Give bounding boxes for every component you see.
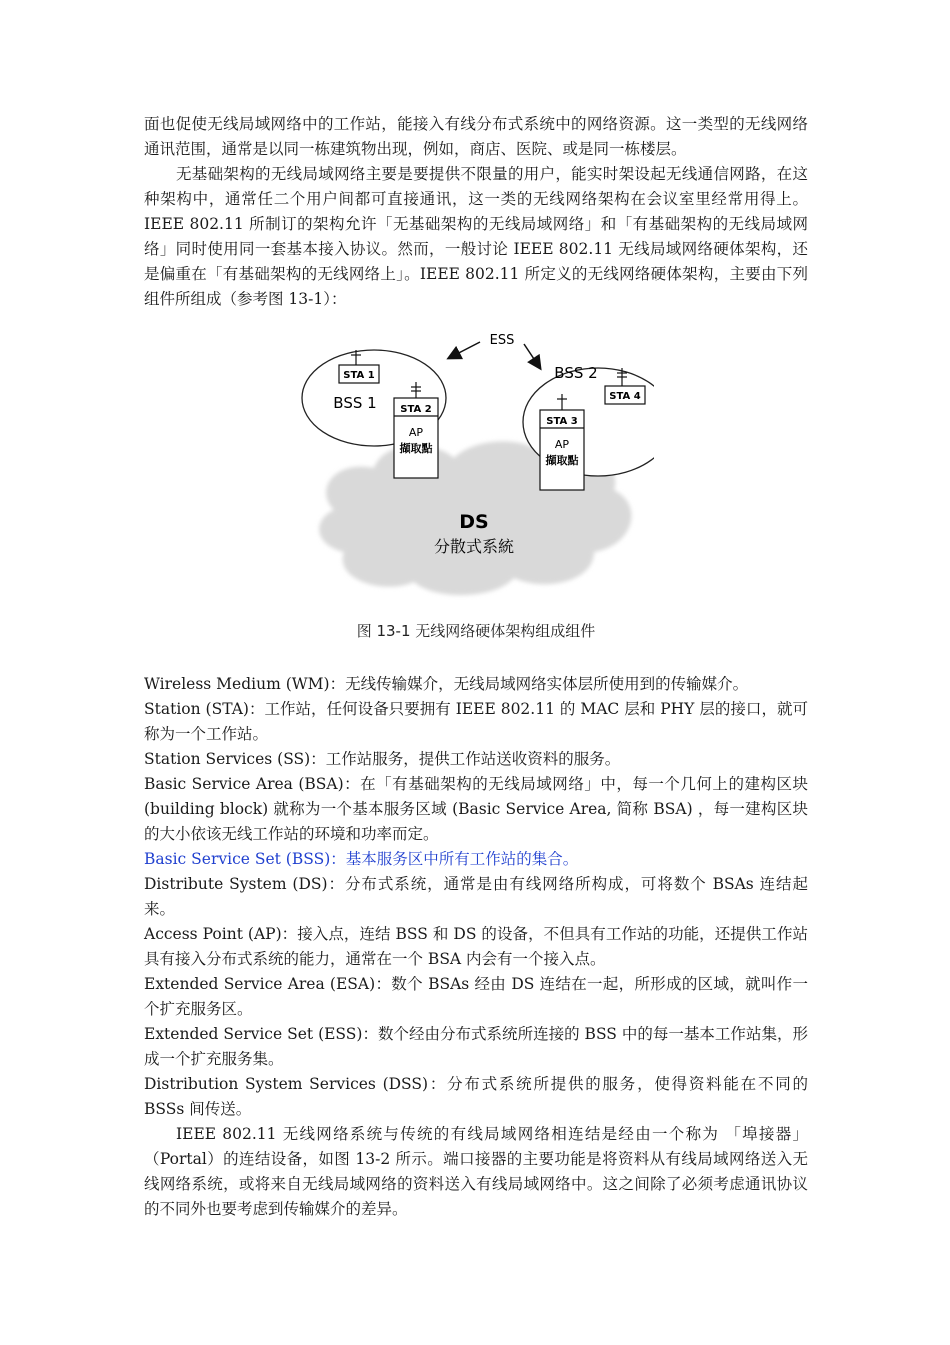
intro-paragraph-1: 面也促使无线局域网络中的工作站，能接入有线分布式系统中的网络资源。这一类型的无线网络通讯范围，通常是以同一栋建筑物出现，例如，商店、医院、或是同一栋楼层。 <box>144 115 808 158</box>
def-esa: Extended Service Area (ESA)：数个 BSAs 经由 DS 连结在一起，所形成的区域，就叫作一个扩充服务区。 <box>144 975 808 1018</box>
figure-13-1 <box>144 312 808 664</box>
def-sta: Station (STA)：工作站，任何设备只要拥有 IEEE 802.11 的 MAC 层和 PHY 层的接口，就可称为一个工作站。 <box>144 700 808 743</box>
def-ess: Extended Service Set (ESS)：数个经由分布式系统所连接的 BSS 中的每一基本工作站集，形成一个扩充服务集。 <box>144 1025 808 1068</box>
bss1-label: BSS 1 <box>333 394 377 412</box>
ds-label: DS <box>459 511 489 533</box>
def-ds: Distribute System (DS)：分布式系统，通常是由有线网络所构成，可将数个 BSAs 连结起来。 <box>144 875 808 918</box>
def-wm: Wireless Medium (WM)：无线传输媒介，无线局域网络实体层所使用到的传输媒介。 <box>144 675 749 693</box>
ap1-label: AP <box>408 426 424 439</box>
closing-paragraph: IEEE 802.11 无线网络系统与传统的有线局域网络相连结是经由一个称为 「埠接器」（Portal）的连结设备，如图 13-2 所示。端口接器的主要功能是将资料从有线局域网络送入无线网络系统，或将来自无线局域网络的资料送入有线局域网络中。这之间除了必须考虑通讯协议的不同外也要考虑到传输媒介的差异。 <box>144 1125 808 1218</box>
sta4-label: STA 4 <box>609 391 641 402</box>
ess-label: ESS <box>489 333 515 348</box>
document-page <box>144 112 808 1222</box>
network-diagram <box>294 320 654 610</box>
sta1-label: STA 1 <box>343 370 375 381</box>
bss2-label: BSS 2 <box>554 364 598 382</box>
ap2-label: AP <box>554 438 570 451</box>
intro-paragraph-2: 无基础架构的无线局域网络主要是要提供不限量的用户，能实时架设起无线通信网路，在这种架构中，通常任二个用户间都可直接通讯，这一类的无线网络架构在会议室里经常用得上。IEEE 802.11 所制订的架构允许「无基础架构的无线局域网络」和「有基础架构的无线局域网络」同时使用同一套基本接入协议。然而，一般讨论 IEEE 802.11 无线局域网络硬体架构，还是偏重在「有基础架构的无线网络上」。IEEE 802.11 所定义的无线网络硬体架构，主要由下列组件所组成（参考图 13-1）： <box>144 165 808 308</box>
sta3-label: STA 3 <box>546 416 578 427</box>
def-bss: Basic Service Set (BSS)：基本服务区中所有工作站的集合。 <box>144 850 579 868</box>
ess-arrow-right <box>524 344 540 368</box>
figure-caption: 图 13-1 无线网络硬体架构组成组件 <box>356 622 596 640</box>
def-dss: Distribution System Services (DSS)：分布式系统所提供的服务，使得资料能在不同的 BSSs 间传送。 <box>144 1075 808 1118</box>
ds-cn-label: 分散式系統 <box>433 537 515 556</box>
ess-arrow-left <box>449 342 480 358</box>
ap1-cn-label: 擷取點 <box>399 442 433 455</box>
sta2-label: STA 2 <box>400 404 432 415</box>
def-ss: Station Services (SS)：工作站服务，提供工作站送收资料的服务。 <box>144 750 621 768</box>
def-bsa: Basic Service Area (BSA)：在「有基础架构的无线局域网络」中，每一个几何上的建构区块 (building block) 就称为一个基本服务区域 (Basic Service Area, 简称 BSA) ，每一建构区块的大小依该无线工作站的环境和功率而定。 <box>144 775 808 843</box>
def-ap: Access Point (AP)：接入点，连结 BSS 和 DS 的设备，不但具有工作站的功能，还提供工作站具有接入分布式系统的能力，通常在一个 BSA 内会有一个接入点。 <box>144 925 808 968</box>
ap2-cn-label: 擷取點 <box>545 454 579 467</box>
